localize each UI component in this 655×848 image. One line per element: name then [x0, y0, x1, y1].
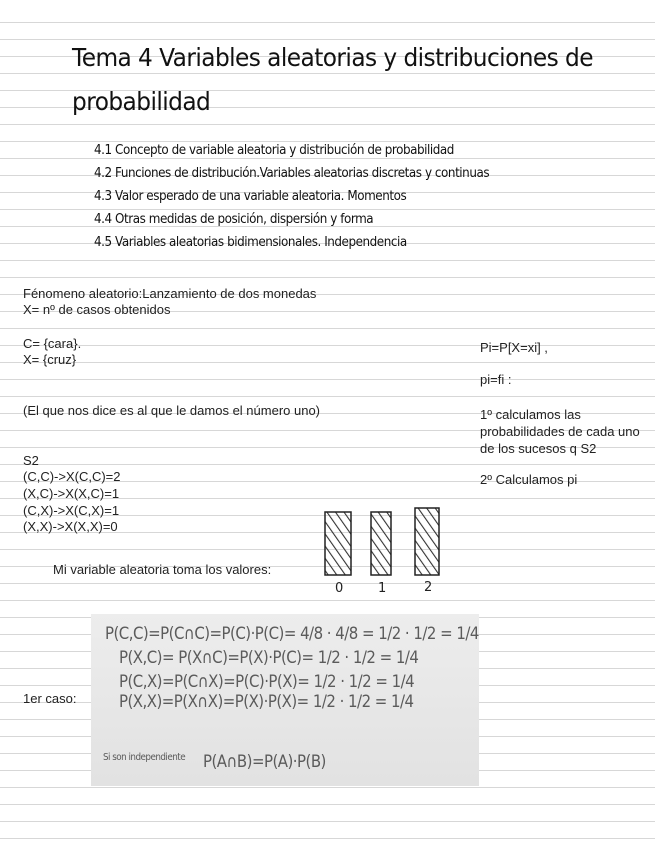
pi-definition: Pi=P[X=xi] , — [480, 340, 548, 355]
handwritten-line: P(X,X)=P(X∩X)=P(X)·P(X)= 1/2 · 1/2 = 1/4 — [119, 692, 414, 712]
toc-item: 4.3 Valor esperado de una variable aleatoria. Momentos — [94, 189, 407, 204]
independence-formula: P(A∩B)=P(A)·P(B) — [203, 752, 326, 772]
case-label: 1er caso: — [23, 691, 77, 706]
handwritten-line: P(X,C)= P(X∩C)=P(X)·P(C)= 1/2 · 1/2 = 1/4 — [119, 648, 419, 668]
toc-item: 4.2 Funciones de distribución.Variables aleatorias discretas y continuas — [94, 166, 490, 181]
sketch-box-0 — [325, 512, 351, 575]
outcome-cara: C= {cara}. — [23, 336, 82, 351]
random-phenomenon-text: Fénomeno aleatorio:Lanzamiento de dos monedas — [23, 286, 317, 301]
variable-definition-text: X= nº de casos obtenidos — [23, 302, 171, 317]
note-text: (El que nos dice es al que le damos el número uno) — [23, 403, 321, 418]
value-sketch — [322, 506, 446, 596]
sample-space-item: (X,X)->X(X,X)=0 — [23, 519, 118, 534]
handwritten-line: P(C,C)=P(C∩C)=P(C)·P(C)= 4/8 · 4/8 = 1/2 · 1/2 = 1/4 — [105, 624, 479, 644]
step-1-text: 1º calculamos las probabilidades de cada uno de los sucesos q S2 — [480, 407, 640, 456]
independence-prefix: Si son independiente — [103, 752, 186, 763]
sample-space-item: (C,X)->X(C,X)=1 — [23, 503, 120, 518]
sample-space-item: (X,C)->X(X,C)=1 — [23, 486, 120, 501]
sketch-box-1 — [371, 512, 391, 575]
toc-item: 4.4 Otras medidas de posición, dispersión y forma — [94, 212, 374, 227]
toc-item: 4.5 Variables aleatorias bidimensionales. Independencia — [94, 235, 407, 250]
pi-equals-fi: pi=fi : — [480, 372, 512, 387]
outcome-cruz: X= {cruz} — [23, 352, 77, 367]
handwritten-photo — [91, 614, 479, 786]
handwritten-line: P(C,X)=P(C∩X)=P(C)·P(X)= 1/2 · 1/2 = 1/4 — [119, 672, 415, 692]
value-1: 1 — [378, 581, 387, 596]
value-0: 0 — [335, 581, 344, 596]
sketch-box-2 — [415, 508, 439, 575]
table-of-contents — [94, 139, 533, 254]
values-label: Mi variable aleatoria toma los valores: — [53, 562, 272, 577]
page-title: Tema 4 Variables aleatorias y distribuciones de probabilidad — [72, 43, 594, 116]
sample-space-item: (C,C)->X(C,C)=2 — [23, 469, 121, 484]
sample-space-label: S2 — [23, 453, 39, 468]
toc-item: 4.1 Concepto de variable aleatoria y distribución de probabilidad — [94, 143, 454, 158]
step-2-text: 2º Calculamos pi — [480, 472, 578, 487]
value-2: 2 — [424, 580, 433, 595]
